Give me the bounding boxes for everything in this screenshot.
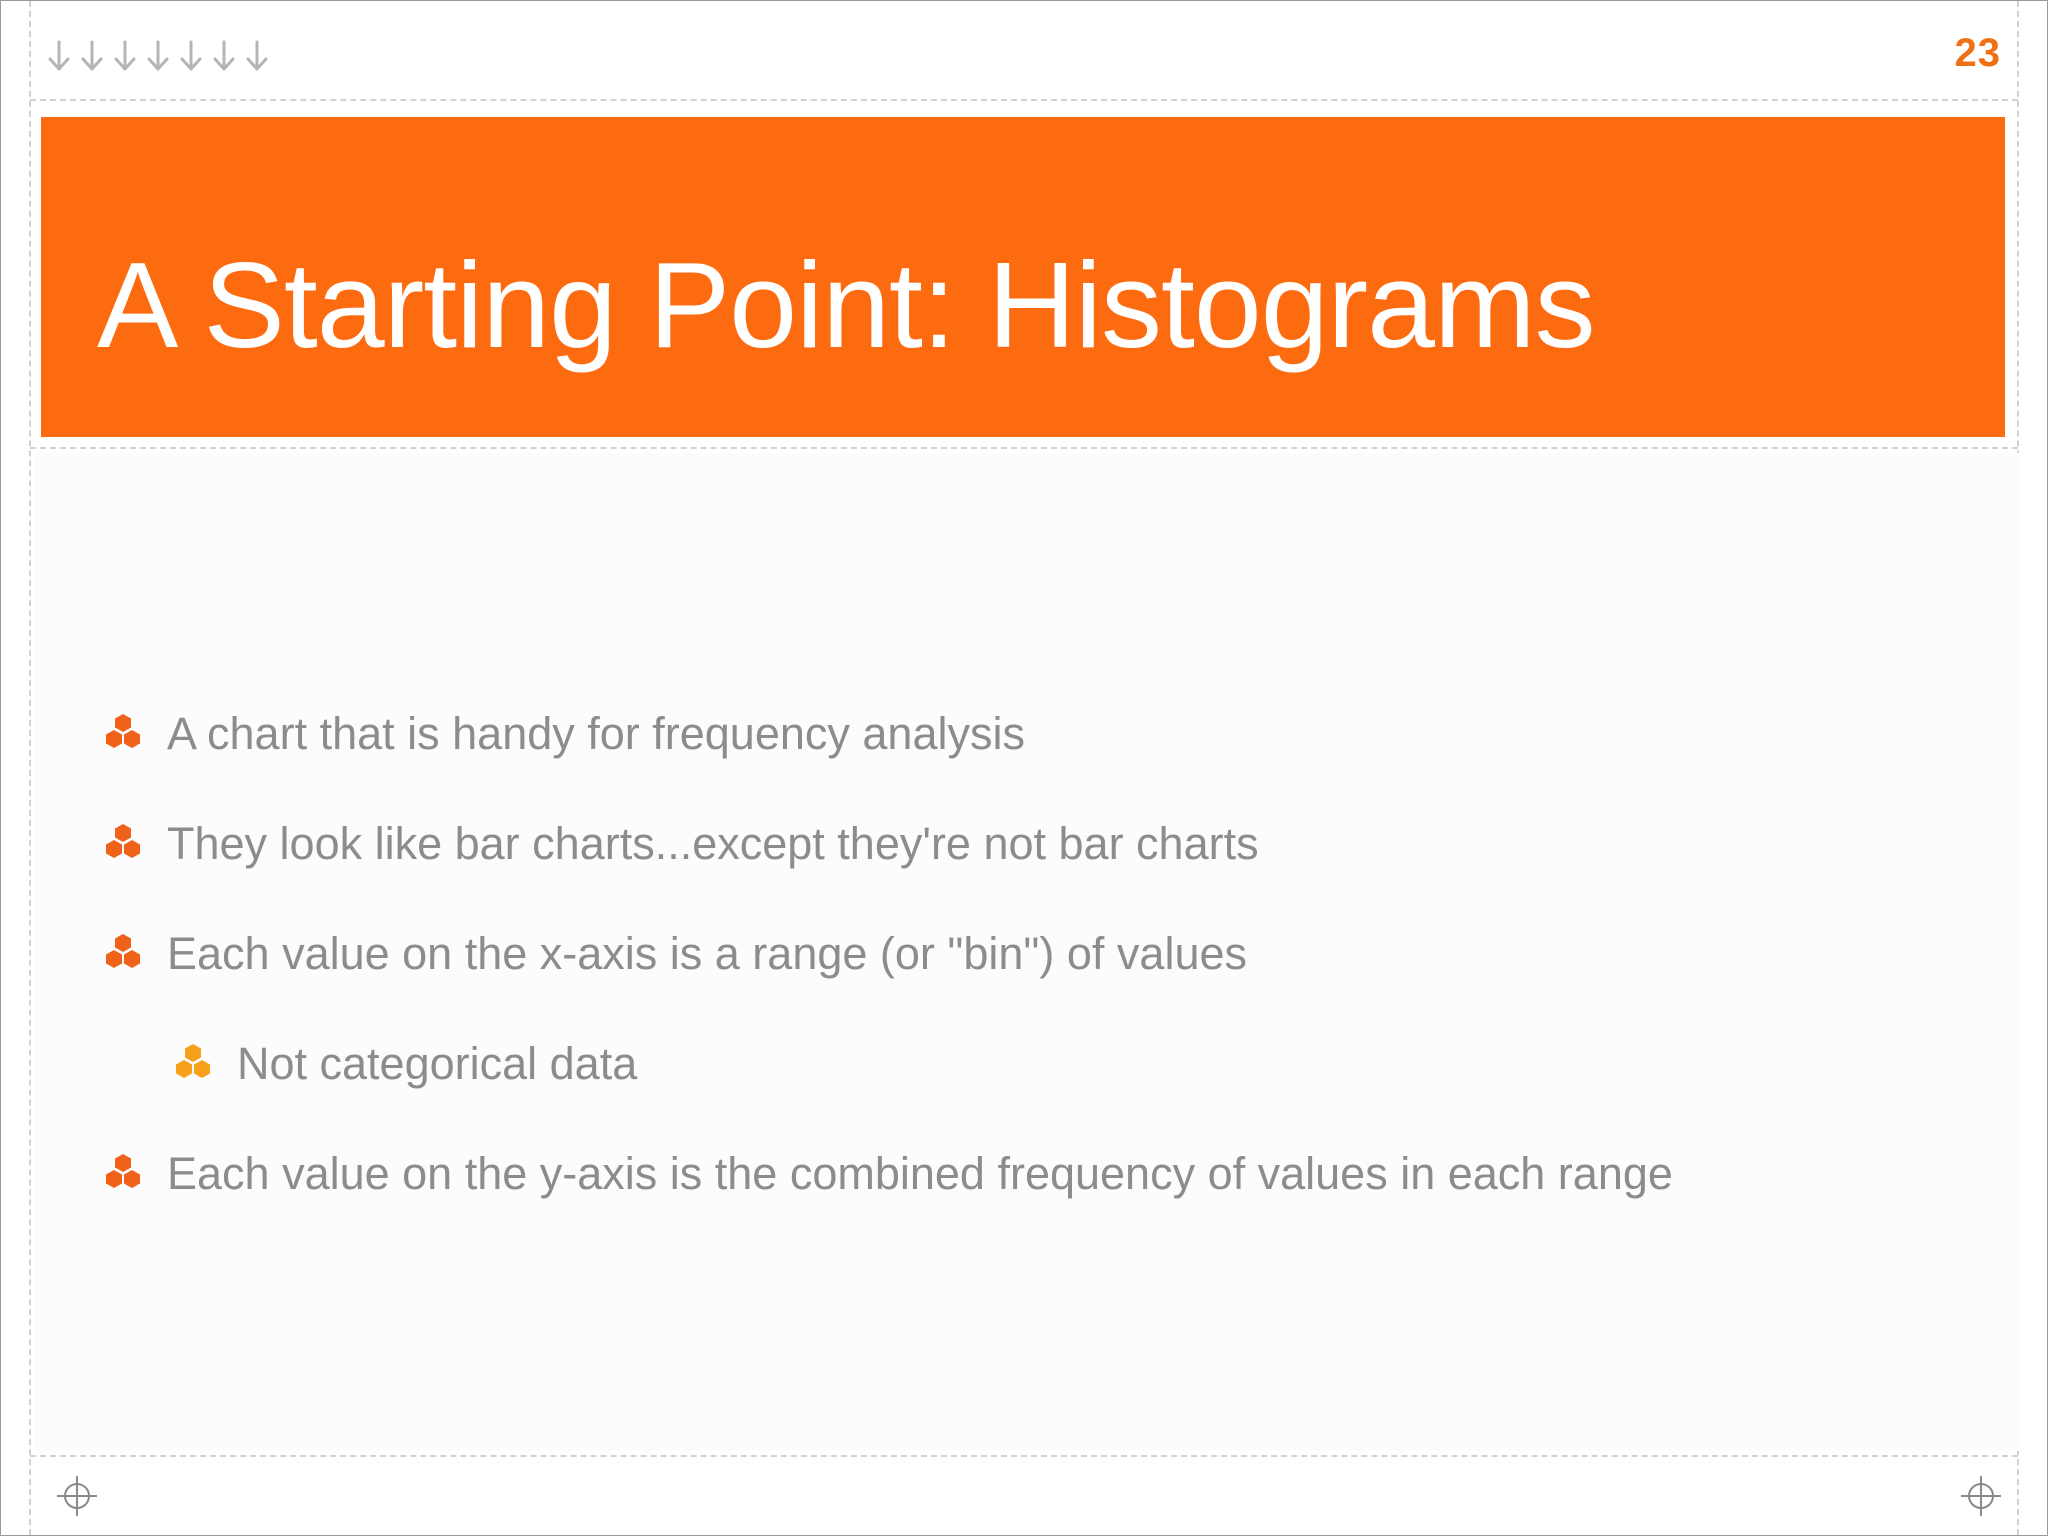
hexagon-cluster-icon [101, 932, 145, 976]
bullet-item [101, 814, 1259, 874]
bullet-text: Each value on the y-axis is the combined frequency of values in each range [167, 1148, 1673, 1199]
crosshair-icon [53, 1472, 101, 1520]
bullet-text: They look like bar charts...except they're not bar charts [167, 818, 1259, 869]
guide-top [30, 99, 2018, 101]
hexagon-cluster-icon [101, 712, 145, 756]
hexagon-cluster-icon [171, 1042, 215, 1086]
bullet-text: A chart that is handy for frequency analysis [167, 708, 1025, 759]
down-arrows-icon [47, 39, 269, 79]
guide-under-title [30, 447, 2018, 449]
sub-bullet-item [171, 1034, 637, 1094]
page-number: 23 [1954, 31, 2001, 75]
bullet-text: Not categorical data [237, 1038, 638, 1089]
hexagon-cluster-icon [101, 1152, 145, 1196]
guide-bottom [30, 1455, 2018, 1457]
bullet-item [101, 924, 1247, 984]
crosshair-icon [1957, 1472, 2005, 1520]
hexagon-cluster-icon [101, 822, 145, 866]
guide-left [29, 1, 31, 1535]
bullet-item [101, 704, 1025, 764]
bullet-text: Each value on the x-axis is a range (or "bin") of values [167, 928, 1247, 979]
slide-title: A Starting Point: Histograms [97, 237, 1595, 373]
bullet-item [101, 1144, 1673, 1204]
title-banner [41, 117, 2005, 437]
